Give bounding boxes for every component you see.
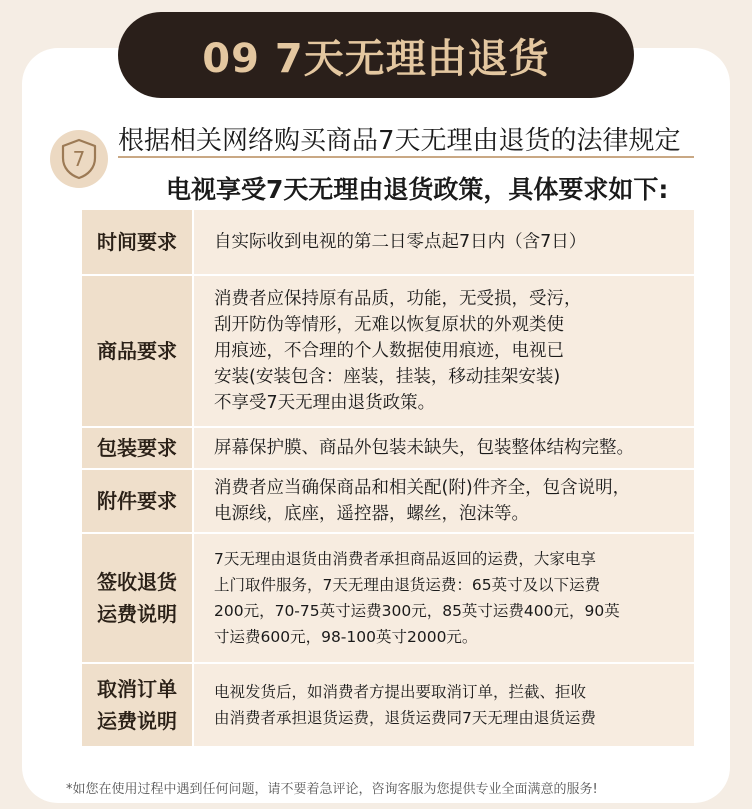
table-row [81,469,695,533]
row-label: 时间要求 [81,209,193,275]
table-row [81,427,695,469]
policy-table [80,208,696,748]
table-row [81,533,695,663]
row-content: 电视发货后，如消费者方提出要取消订单，拦截、拒收 由消费者承担退货运费，退货运费同7天无理由退货运费 [193,663,695,747]
divider [118,156,694,158]
law-reference-text: 根据相关网络购买商品7天无理由退货的法律规定 [118,126,681,156]
page-title: 09 7天无理由退货 [202,35,550,82]
row-label: 签收退货 运费说明 [81,533,193,663]
row-label: 商品要求 [81,275,193,427]
row-content: 屏幕保护膜、商品外包装未缺失，包装整体结构完整。 [193,427,695,469]
footnote: *如您在使用过程中遇到任何问题，请不要着急评论，咨询客服为您提供专业全面满意的服务! [66,782,598,797]
row-content: 7天无理由退货由消费者承担商品返回的运费，大家电享 上门取件服务，7天无理由退货运费：65英寸及以下运费 200元，70-75英寸运费300元，85英寸运费400元，90英 寸运费600元，98-100英寸2000元。 [193,533,695,663]
row-label: 附件要求 [81,469,193,533]
badge-number: 7 [72,147,86,171]
table-row [81,209,695,275]
row-content: 自实际收到电视的第二日零点起7日内（含7日） [193,209,695,275]
row-label: 包装要求 [81,427,193,469]
row-label: 取消订单 运费说明 [81,663,193,747]
table-row [81,275,695,427]
title-banner [118,12,634,98]
row-content: 消费者应保持原有品质，功能，无受损，受污， 刮开防伪等情形，无难以恢复原状的外观类使 用痕迹，不合理的个人数据使用痕迹，电视已 安装(安装包含：座装，挂装，移动挂架安装) 不享受7天无理由退货政策。 [193,275,695,427]
policy-subtitle: 电视享受7天无理由退货政策，具体要求如下: [166,175,669,204]
row-content: 消费者应当确保商品和相关配(附)件齐全，包含说明， 电源线，底座，遥控器，螺丝，泡沫等。 [193,469,695,533]
shield-seven-icon [50,130,108,188]
shield-icon [60,138,98,180]
table-row [81,663,695,747]
